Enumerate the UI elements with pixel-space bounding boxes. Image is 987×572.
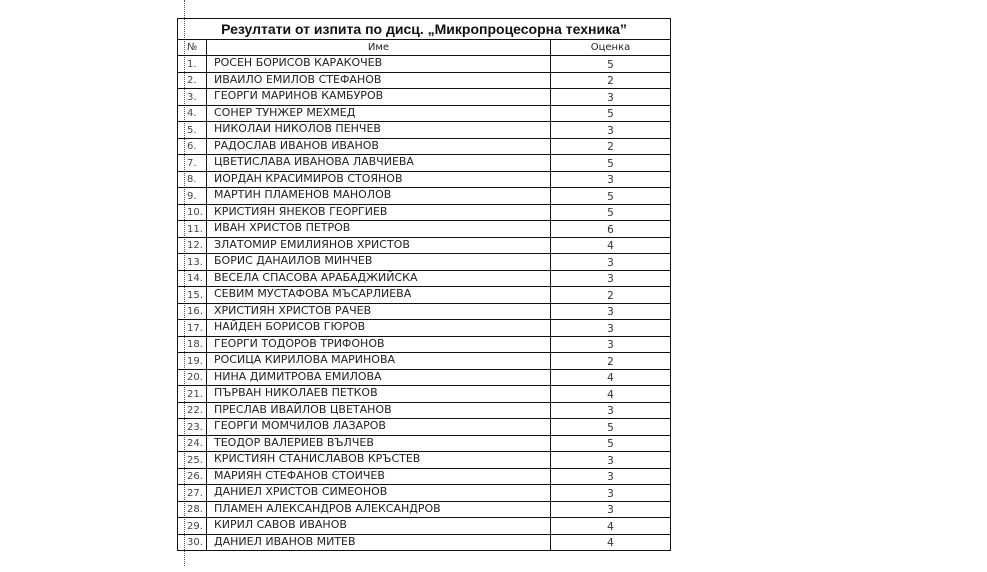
student-name: НИНА ДИМИТРОВА ЕМИЛОВА <box>207 369 551 386</box>
student-grade: 3 <box>551 270 671 287</box>
student-grade: 4 <box>551 237 671 254</box>
table-row <box>178 435 671 452</box>
student-grade: 3 <box>551 452 671 469</box>
student-name: ГЕОРГИ МАРИНОВ КАМБУРОВ <box>207 89 551 106</box>
student-name: СОНЕР ТУНЖЕР МЕХМЕД <box>207 105 551 122</box>
table-row <box>178 105 671 122</box>
row-number: 22. <box>178 402 207 419</box>
table-row <box>178 369 671 386</box>
table-row <box>178 402 671 419</box>
student-grade: 3 <box>551 89 671 106</box>
table-row <box>178 72 671 89</box>
student-name: НАЙДЕН БОРИСОВ ГЮРОВ <box>207 320 551 337</box>
table-row <box>178 287 671 304</box>
row-number: 5. <box>178 122 207 139</box>
header-row <box>178 40 671 56</box>
table-row <box>178 534 671 551</box>
student-grade: 5 <box>551 435 671 452</box>
student-grade: 3 <box>551 501 671 518</box>
student-name: РАДОСЛАВ ИВАНОВ ИВАНОВ <box>207 138 551 155</box>
results-table <box>177 18 671 551</box>
student-name: ПРЕСЛАВ ИВАЙЛОВ ЦВЕТАНОВ <box>207 402 551 419</box>
student-grade: 5 <box>551 204 671 221</box>
student-name: КИРИЛ САВОВ ИВАНОВ <box>207 518 551 535</box>
row-number: 7. <box>178 155 207 172</box>
table-row <box>178 419 671 436</box>
student-name: ИОРДАН КРАСИМИРОВ СТОЯНОВ <box>207 171 551 188</box>
student-name: ПЛАМЕН АЛЕКСАНДРОВ АЛЕКСАНДРОВ <box>207 501 551 518</box>
student-grade: 2 <box>551 72 671 89</box>
table-title: Резултати от изпита по дисц. „Микропроцесорна техника” <box>178 19 671 40</box>
student-name: ЦВЕТИСЛАВА ИВАНОВА ЛАВЧИЕВА <box>207 155 551 172</box>
table-row <box>178 320 671 337</box>
student-grade: 5 <box>551 155 671 172</box>
row-number: 24. <box>178 435 207 452</box>
table-row <box>178 204 671 221</box>
table-row <box>178 237 671 254</box>
row-number: 12. <box>178 237 207 254</box>
row-number: 2. <box>178 72 207 89</box>
student-name: МАРИЯН СТЕФАНОВ СТОИЧЕВ <box>207 468 551 485</box>
student-name: ПЪРВАН НИКОЛАЕВ ПЕТКОВ <box>207 386 551 403</box>
student-name: РОСЕН БОРИСОВ КАРАКОЧЕВ <box>207 56 551 73</box>
student-name: ТЕОДОР ВАЛЕРИЕВ ВЪЛЧЕВ <box>207 435 551 452</box>
row-number: 1. <box>178 56 207 73</box>
table-row <box>178 485 671 502</box>
row-number: 11. <box>178 221 207 238</box>
row-number: 17. <box>178 320 207 337</box>
column-header-name: Име <box>207 40 551 56</box>
table-row <box>178 155 671 172</box>
student-grade: 4 <box>551 518 671 535</box>
student-grade: 3 <box>551 122 671 139</box>
row-number: 10. <box>178 204 207 221</box>
row-number: 27. <box>178 485 207 502</box>
table-row <box>178 303 671 320</box>
student-grade: 5 <box>551 105 671 122</box>
student-grade: 3 <box>551 336 671 353</box>
student-grade: 4 <box>551 534 671 551</box>
row-number: 20. <box>178 369 207 386</box>
student-grade: 3 <box>551 320 671 337</box>
row-number: 6. <box>178 138 207 155</box>
student-name: ГЕОРГИ ТОДОРОВ ТРИФОНОВ <box>207 336 551 353</box>
table-row <box>178 171 671 188</box>
student-grade: 4 <box>551 386 671 403</box>
table-row <box>178 270 671 287</box>
student-grade: 2 <box>551 353 671 370</box>
student-name: МАРТИН ПЛАМЕНОВ МАНОЛОВ <box>207 188 551 205</box>
row-number: 16. <box>178 303 207 320</box>
row-number: 28. <box>178 501 207 518</box>
student-grade: 3 <box>551 303 671 320</box>
student-name: ГЕОРГИ МОМЧИЛОВ ЛАЗАРОВ <box>207 419 551 436</box>
student-grade: 3 <box>551 171 671 188</box>
table-row <box>178 353 671 370</box>
student-grade: 6 <box>551 221 671 238</box>
row-number: 14. <box>178 270 207 287</box>
student-name: КРИСТИЯН СТАНИСЛАВОВ КРЪСТЕВ <box>207 452 551 469</box>
row-number: 13. <box>178 254 207 271</box>
row-number: 30. <box>178 534 207 551</box>
student-name: СЕВИМ МУСТАФОВА МЪСАРЛИЕВА <box>207 287 551 304</box>
student-name: НИКОЛАИ НИКОЛОВ ПЕНЧЕВ <box>207 122 551 139</box>
row-number: 21. <box>178 386 207 403</box>
row-number: 29. <box>178 518 207 535</box>
table-row <box>178 452 671 469</box>
student-grade: 5 <box>551 419 671 436</box>
student-name: ХРИСТИЯН ХРИСТОВ РАЧЕВ <box>207 303 551 320</box>
student-name: РОСИЦА КИРИЛОВА МАРИНОВА <box>207 353 551 370</box>
student-grade: 4 <box>551 369 671 386</box>
row-number: 15. <box>178 287 207 304</box>
student-name: ИВАИЛО ЕМИЛОВ СТЕФАНОВ <box>207 72 551 89</box>
row-number: 26. <box>178 468 207 485</box>
student-grade: 3 <box>551 485 671 502</box>
table-row <box>178 518 671 535</box>
student-name: ДАНИЕЛ ХРИСТОВ СИМЕОНОВ <box>207 485 551 502</box>
column-header-number: № <box>178 40 207 56</box>
student-name: КРИСТИЯН ЯНЕКОВ ГЕОРГИЕВ <box>207 204 551 221</box>
table-row <box>178 386 671 403</box>
row-number: 18. <box>178 336 207 353</box>
row-number: 3. <box>178 89 207 106</box>
title-row <box>178 19 671 40</box>
table-row <box>178 56 671 73</box>
student-grade: 2 <box>551 287 671 304</box>
table-row <box>178 122 671 139</box>
column-header-grade: Оценка <box>551 40 671 56</box>
table-row <box>178 501 671 518</box>
student-grade: 5 <box>551 56 671 73</box>
student-grade: 3 <box>551 254 671 271</box>
table-row <box>178 336 671 353</box>
table-row <box>178 468 671 485</box>
student-name: ВЕСЕЛА СПАСОВА АРАБАДЖИЙСКА <box>207 270 551 287</box>
table-row <box>178 188 671 205</box>
row-number: 23. <box>178 419 207 436</box>
row-number: 19. <box>178 353 207 370</box>
student-grade: 3 <box>551 468 671 485</box>
student-grade: 5 <box>551 188 671 205</box>
student-grade: 3 <box>551 402 671 419</box>
student-name: ДАНИЕЛ ИВАНОВ МИТЕВ <box>207 534 551 551</box>
row-number: 25. <box>178 452 207 469</box>
table-row <box>178 89 671 106</box>
row-number: 9. <box>178 188 207 205</box>
row-number: 8. <box>178 171 207 188</box>
table-row <box>178 138 671 155</box>
row-number: 4. <box>178 105 207 122</box>
student-name: ЗЛАТОМИР ЕМИЛИЯНОВ ХРИСТОВ <box>207 237 551 254</box>
student-name: БОРИС ДАНАИЛОВ МИНЧЕВ <box>207 254 551 271</box>
student-grade: 2 <box>551 138 671 155</box>
student-name: ИВАН ХРИСТОВ ПЕТРОВ <box>207 221 551 238</box>
table-row <box>178 221 671 238</box>
table-row <box>178 254 671 271</box>
